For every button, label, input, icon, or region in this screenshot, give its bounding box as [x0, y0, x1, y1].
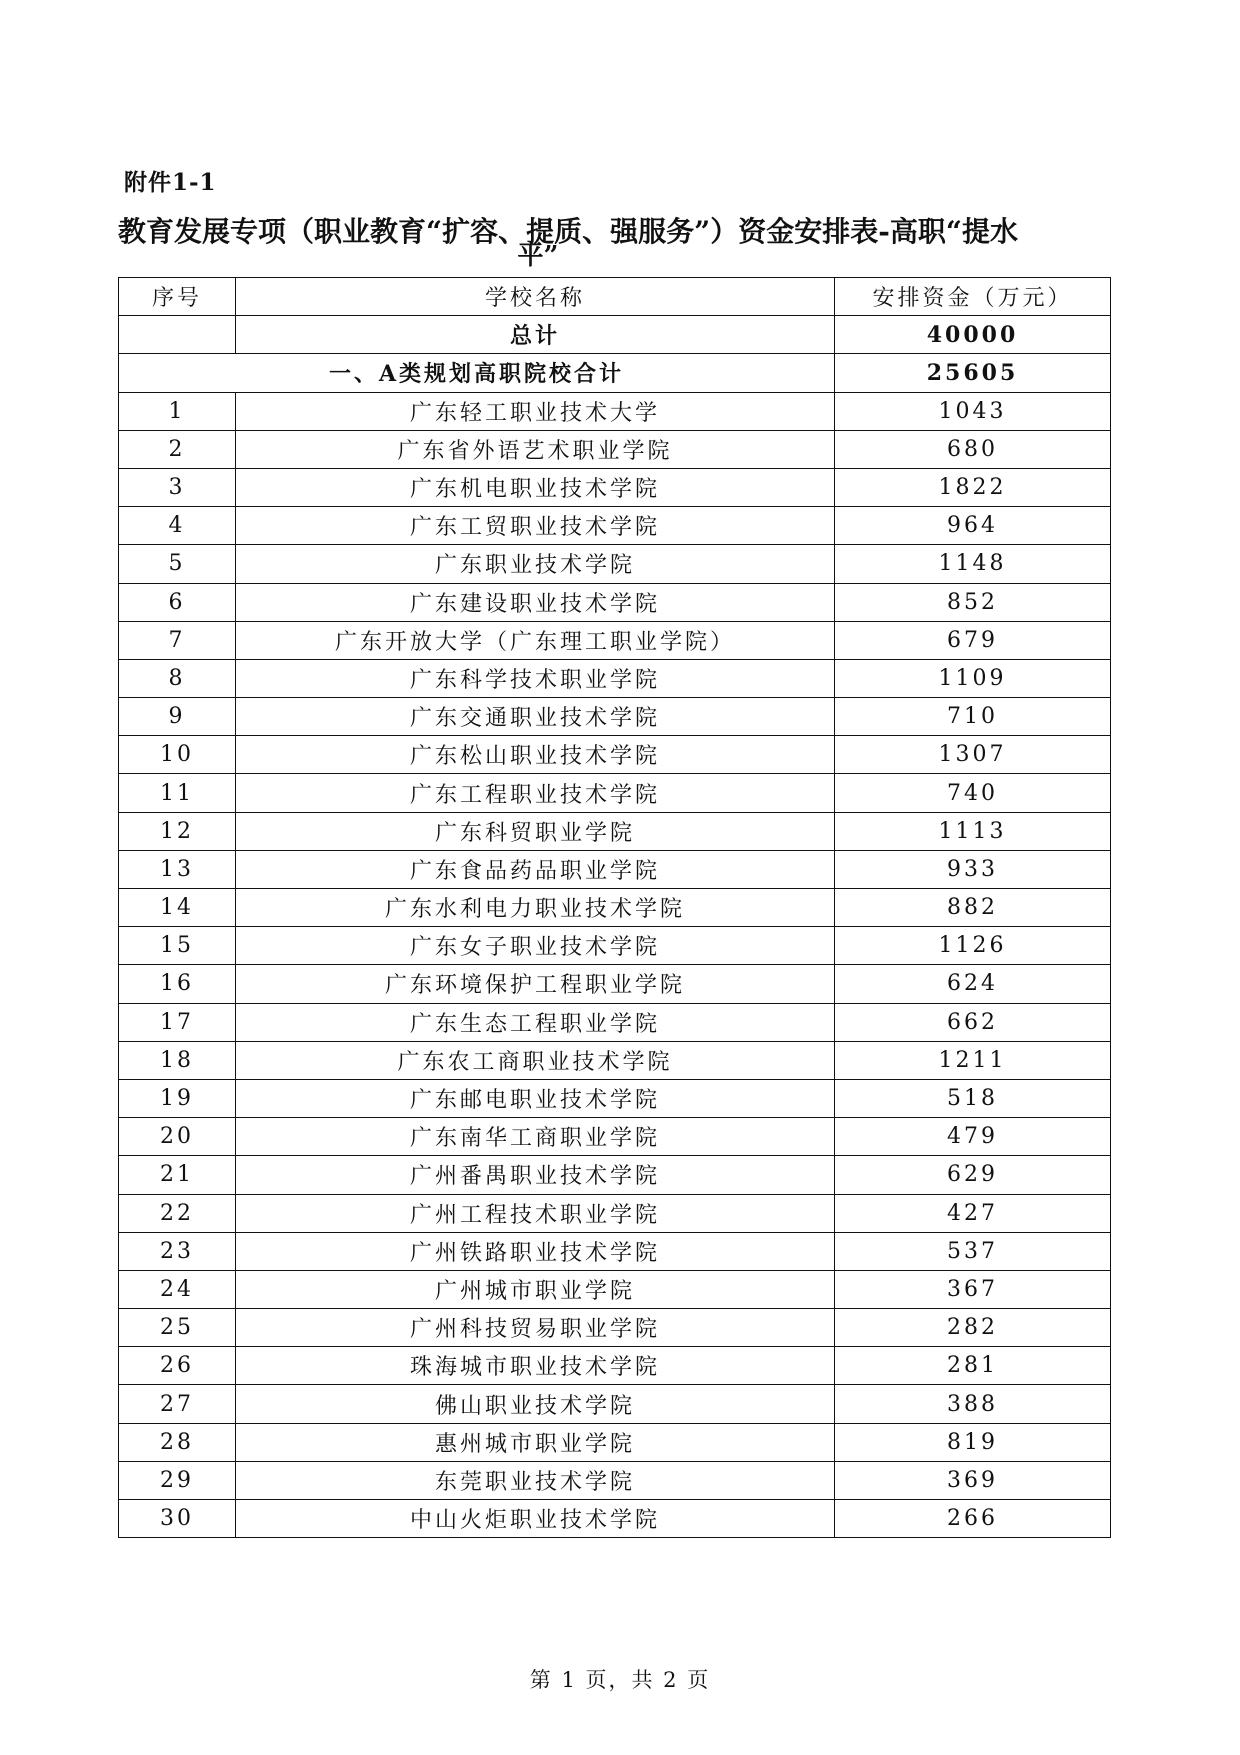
row-school-name: 惠州城市职业学院 — [236, 1423, 835, 1461]
row-amount: 852 — [835, 583, 1111, 621]
row-school-name: 广东环境保护工程职业学院 — [236, 965, 835, 1003]
row-school-name: 佛山职业技术学院 — [236, 1385, 835, 1423]
row-serial: 27 — [119, 1385, 236, 1423]
table-row — [119, 1041, 1111, 1079]
row-amount: 479 — [835, 1118, 1111, 1156]
row-school-name: 广东松山职业技术学院 — [236, 736, 835, 774]
table-row — [119, 1118, 1111, 1156]
row-school-name: 广东女子职业技术学院 — [236, 927, 835, 965]
row-serial: 4 — [119, 507, 236, 545]
table-row — [119, 927, 1111, 965]
row-serial: 12 — [119, 812, 236, 850]
row-amount: 369 — [835, 1461, 1111, 1499]
row-serial: 7 — [119, 621, 236, 659]
row-serial: 24 — [119, 1270, 236, 1308]
row-amount: 1109 — [835, 659, 1111, 697]
row-school-name: 广东水利电力职业技术学院 — [236, 889, 835, 927]
row-amount: 624 — [835, 965, 1111, 1003]
row-school-name: 广州城市职业学院 — [236, 1270, 835, 1308]
table-header-row — [119, 278, 1111, 316]
row-amount: 933 — [835, 850, 1111, 888]
row-serial: 26 — [119, 1347, 236, 1385]
row-serial: 11 — [119, 774, 236, 812]
table-row — [119, 698, 1111, 736]
row-amount: 1043 — [835, 392, 1111, 430]
row-school-name: 广东科贸职业学院 — [236, 812, 835, 850]
total-serial-cell — [119, 316, 236, 354]
section-value: 25605 — [835, 354, 1111, 392]
row-serial: 14 — [119, 889, 236, 927]
table-row — [119, 736, 1111, 774]
row-serial: 18 — [119, 1041, 236, 1079]
row-serial: 3 — [119, 468, 236, 506]
row-amount: 1211 — [835, 1041, 1111, 1079]
row-serial: 16 — [119, 965, 236, 1003]
total-value: 40000 — [835, 316, 1111, 354]
row-amount: 518 — [835, 1079, 1111, 1117]
table-row — [119, 659, 1111, 697]
table-row — [119, 889, 1111, 927]
row-school-name: 广东交通职业技术学院 — [236, 698, 835, 736]
row-amount: 964 — [835, 507, 1111, 545]
row-amount: 1822 — [835, 468, 1111, 506]
table-row — [119, 583, 1111, 621]
row-serial: 17 — [119, 1003, 236, 1041]
table-row — [119, 621, 1111, 659]
row-serial: 1 — [119, 392, 236, 430]
row-amount: 679 — [835, 621, 1111, 659]
table-row — [119, 1003, 1111, 1041]
document-title — [118, 212, 1118, 276]
row-amount: 1113 — [835, 812, 1111, 850]
funding-table — [118, 277, 1111, 1538]
row-serial: 22 — [119, 1194, 236, 1232]
row-amount: 710 — [835, 698, 1111, 736]
row-serial: 15 — [119, 927, 236, 965]
table-row — [119, 430, 1111, 468]
row-amount: 662 — [835, 1003, 1111, 1041]
row-serial: 25 — [119, 1309, 236, 1347]
row-school-name: 珠海城市职业技术学院 — [236, 1347, 835, 1385]
row-amount: 629 — [835, 1156, 1111, 1194]
row-amount: 427 — [835, 1194, 1111, 1232]
row-school-name: 东莞职业技术学院 — [236, 1461, 835, 1499]
row-amount: 281 — [835, 1347, 1111, 1385]
row-amount: 680 — [835, 430, 1111, 468]
table-row — [119, 1309, 1111, 1347]
table-row — [119, 392, 1111, 430]
row-amount: 367 — [835, 1270, 1111, 1308]
row-serial: 9 — [119, 698, 236, 736]
table-row — [119, 1385, 1111, 1423]
table-row — [119, 1079, 1111, 1117]
header-school-name: 学校名称 — [236, 278, 835, 316]
table-row — [119, 507, 1111, 545]
table-row — [119, 468, 1111, 506]
header-amount: 安排资金（万元） — [835, 278, 1111, 316]
total-label: 总计 — [236, 316, 835, 354]
page-footer: 第 1 页，共 2 页 — [529, 1668, 711, 1692]
attachment-label: 附件1-1 — [124, 169, 217, 196]
row-school-name: 广东邮电职业技术学院 — [236, 1079, 835, 1117]
row-school-name: 广东科学技术职业学院 — [236, 659, 835, 697]
row-amount: 1148 — [835, 545, 1111, 583]
row-school-name: 广东省外语艺术职业学院 — [236, 430, 835, 468]
table-row — [119, 1270, 1111, 1308]
table-row — [119, 1423, 1111, 1461]
section-row — [119, 354, 1111, 392]
row-serial: 10 — [119, 736, 236, 774]
row-amount: 882 — [835, 889, 1111, 927]
row-school-name: 广州铁路职业技术学院 — [236, 1232, 835, 1270]
row-serial: 13 — [119, 850, 236, 888]
row-school-name: 广东机电职业技术学院 — [236, 468, 835, 506]
table-row — [119, 812, 1111, 850]
table-row — [119, 1500, 1111, 1538]
row-amount: 819 — [835, 1423, 1111, 1461]
row-school-name: 广东工贸职业技术学院 — [236, 507, 835, 545]
row-school-name: 广东食品药品职业学院 — [236, 850, 835, 888]
section-label: 一、A类规划高职院校合计 — [119, 354, 835, 392]
row-school-name: 广东开放大学（广东理工职业学院） — [236, 621, 835, 659]
row-amount: 388 — [835, 1385, 1111, 1423]
row-serial: 6 — [119, 583, 236, 621]
row-school-name: 广州番禺职业技术学院 — [236, 1156, 835, 1194]
row-amount: 1126 — [835, 927, 1111, 965]
table-row — [119, 1194, 1111, 1232]
row-school-name: 广东轻工职业技术大学 — [236, 392, 835, 430]
table-row — [119, 850, 1111, 888]
row-serial: 5 — [119, 545, 236, 583]
row-amount: 740 — [835, 774, 1111, 812]
row-school-name: 广东生态工程职业学院 — [236, 1003, 835, 1041]
row-amount: 537 — [835, 1232, 1111, 1270]
row-serial: 28 — [119, 1423, 236, 1461]
row-school-name: 广东工程职业技术学院 — [236, 774, 835, 812]
row-amount: 1307 — [835, 736, 1111, 774]
row-school-name: 广州科技贸易职业学院 — [236, 1309, 835, 1347]
table-row — [119, 1347, 1111, 1385]
row-serial: 19 — [119, 1079, 236, 1117]
row-school-name: 广东南华工商职业学院 — [236, 1118, 835, 1156]
title-line-2: 平” — [517, 241, 559, 271]
header-serial: 序号 — [119, 278, 236, 316]
row-serial: 30 — [119, 1500, 236, 1538]
row-amount: 282 — [835, 1309, 1111, 1347]
table-row — [119, 1461, 1111, 1499]
row-amount: 266 — [835, 1500, 1111, 1538]
table-row — [119, 965, 1111, 1003]
table-row — [119, 774, 1111, 812]
title-line-1: 教育发展专项（职业教育“扩容、提质、强服务”）资金安排表-高职“提水 — [118, 215, 1018, 248]
row-serial: 29 — [119, 1461, 236, 1499]
row-serial: 2 — [119, 430, 236, 468]
table-row — [119, 1232, 1111, 1270]
row-school-name: 广东农工商职业技术学院 — [236, 1041, 835, 1079]
row-school-name: 中山火炬职业技术学院 — [236, 1500, 835, 1538]
row-school-name: 广州工程技术职业学院 — [236, 1194, 835, 1232]
row-serial: 8 — [119, 659, 236, 697]
row-serial: 23 — [119, 1232, 236, 1270]
table-row — [119, 1156, 1111, 1194]
total-row — [119, 316, 1111, 354]
row-serial: 21 — [119, 1156, 236, 1194]
row-school-name: 广东职业技术学院 — [236, 545, 835, 583]
row-serial: 20 — [119, 1118, 236, 1156]
row-school-name: 广东建设职业技术学院 — [236, 583, 835, 621]
table-row — [119, 545, 1111, 583]
